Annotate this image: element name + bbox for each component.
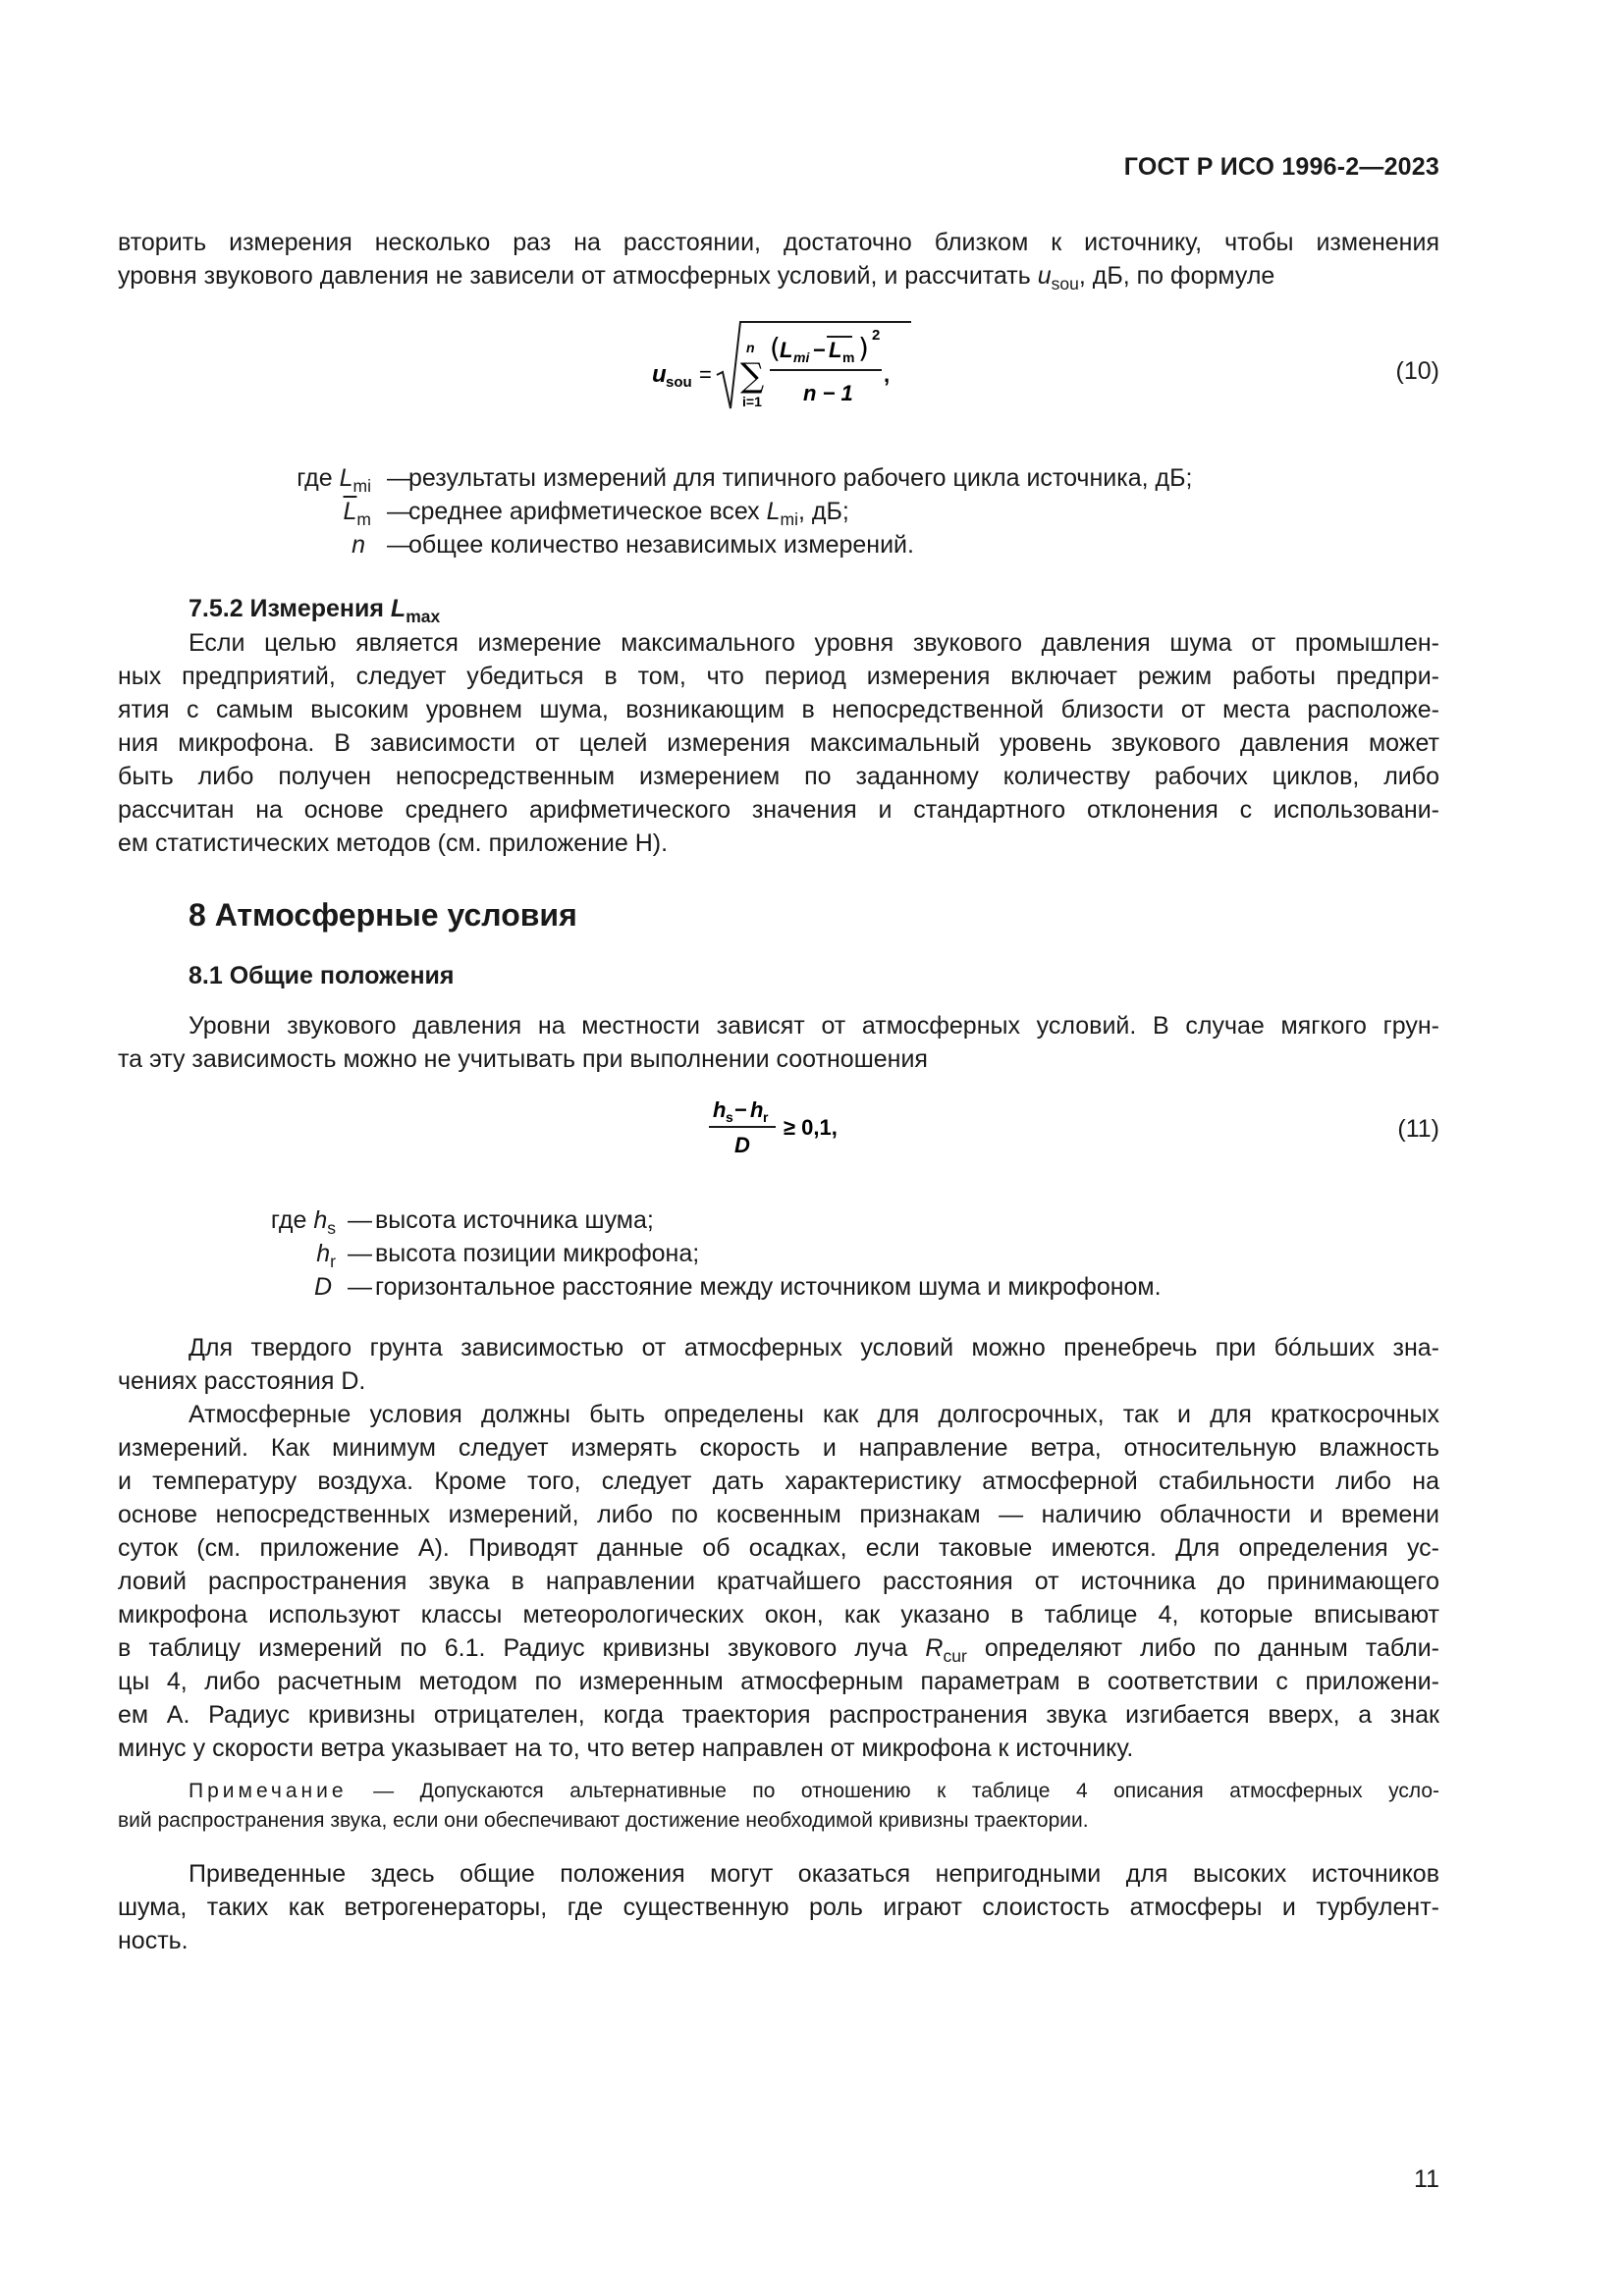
sum-lower-limit: i=1 bbox=[742, 394, 762, 409]
text-line: ловий распространения звука в направлении кратчайшего расстояния от источника до принимающего bbox=[118, 1568, 1439, 1595]
sum-symbol: ∑ bbox=[740, 356, 765, 396]
page-number: 11 bbox=[1414, 2165, 1439, 2193]
formula-lhs: u bbox=[652, 361, 667, 388]
text-line: уровня звукового давления не зависели от атмосферных условий, и рассчитать $u_{sou}$, дБ, по формуле bbox=[118, 262, 1275, 294]
definition-text: общее количество независимых измерений. bbox=[408, 531, 914, 559]
note-line: вий распространения звука, если они обеспечивают достижение необходимой кривизны траектории. bbox=[118, 1809, 1089, 1832]
definition-text: результаты измерений для типичного рабочего цикла источника, дБ; bbox=[408, 464, 1193, 492]
text-line: Атмосферные условия должны быть определены как для долгосрочных, так и для краткосрочных bbox=[189, 1401, 1439, 1428]
denominator: D bbox=[734, 1133, 750, 1157]
text-line: рассчитан на основе среднего арифметического значения и стандартного отклонения с использовани- bbox=[118, 796, 1439, 824]
definition-text: высота позиции микрофона; bbox=[375, 1240, 700, 1267]
paren-close: ) bbox=[858, 332, 869, 364]
formula-comma: , bbox=[884, 362, 891, 387]
numerator-Lbar-sub: m bbox=[842, 349, 855, 365]
definition-text: горизонтальное расстояние между источником шума и микрофоном. bbox=[375, 1273, 1162, 1301]
definition-symbol: D bbox=[313, 1273, 332, 1301]
text-line: ность. bbox=[118, 1927, 189, 1954]
text-line: Для твердого грунта зависимостью от атмосферных условий можно пренебречь при бóльших зна- bbox=[189, 1334, 1439, 1362]
definition-row: D — горизонтальное расстояние между источником шума и микрофоном. bbox=[118, 1270, 1439, 1304]
denominator: n − 1 bbox=[803, 381, 853, 405]
text-line: та эту зависимость можно не учитывать при выполнении соотношения bbox=[118, 1045, 928, 1073]
text-line: Приведенные здесь общие положения могут оказаться непригодными для высоких источников bbox=[189, 1860, 1439, 1888]
definition-symbol: n bbox=[352, 531, 365, 559]
paragraph-intro bbox=[118, 226, 1439, 293]
paragraph-hard-ground bbox=[118, 1331, 1439, 1398]
text-line: основе непосредственных измерений, либо по косвенным признакам — наличию облачности и времени bbox=[118, 1501, 1439, 1528]
numerator-Lbar: L bbox=[829, 338, 842, 362]
equation-number-11: (11) bbox=[1397, 1115, 1439, 1143]
text-line: минус у скорости ветра указывает на то, что ветер направлен от микрофона к источнику. bbox=[118, 1735, 1134, 1762]
definition-symbol: где $h_s$ bbox=[270, 1206, 336, 1238]
equation-number-10: (10) bbox=[1395, 357, 1439, 385]
text-line: ем статистических методов (см. приложение Н). bbox=[118, 829, 669, 857]
text-line: ем А. Радиус кривизны отрицателен, когда траектория распространения звука изгибается вверх, а знак bbox=[118, 1701, 1439, 1729]
formula-10 bbox=[648, 316, 913, 414]
note-label: Примечание bbox=[189, 1780, 348, 1802]
text-line: вторить измерения несколько раз на расстоянии, достаточно близком к источнику, чтобы изменения bbox=[118, 229, 1439, 256]
numerator-minus: − bbox=[734, 1097, 747, 1122]
text-line: цы 4, либо расчетным методом по измеренным атмосферным параметрам в соответствии с приложени- bbox=[118, 1668, 1439, 1695]
text-line: ния микрофона. В зависимости от целей измерения максимальный уровень звукового давления может bbox=[118, 729, 1439, 757]
text-line: шума, таких как ветрогенераторы, где существенную роль играют слоистость атмосферы и турбулент- bbox=[118, 1894, 1439, 1921]
paren-open: ( bbox=[770, 332, 781, 364]
text-line: чениях расстояния D. bbox=[118, 1367, 366, 1395]
numerator-h-receiver-sub: r bbox=[763, 1109, 769, 1125]
definitions-list-2 bbox=[118, 1203, 1439, 1304]
formula-11 bbox=[705, 1092, 862, 1160]
paragraph-levels bbox=[118, 1009, 1439, 1076]
numerator-h-source: h bbox=[713, 1097, 727, 1122]
document-header: ГОСТ Р ИСО 1996-2—2023 bbox=[1123, 153, 1439, 181]
definition-row: где $L_{mi}$ — результаты измерений для типичного рабочего цикла источника, дБ; bbox=[118, 461, 1439, 495]
text-line: и температуру воздуха. Кроме того, следует дать характеристику атмосферной стабильности либо на bbox=[118, 1468, 1439, 1495]
definition-symbol: $h_r$ bbox=[316, 1240, 336, 1271]
definition-row: где $h_s$ — высота источника шума; bbox=[118, 1203, 1439, 1237]
numerator-h-receiver: h bbox=[750, 1097, 764, 1122]
text-line: ных предприятий, следует убедиться в том, что период измерения включает режим работы предпри- bbox=[118, 663, 1439, 690]
definitions-list-1 bbox=[118, 461, 1439, 561]
text-line: суток (см. приложение А). Приводят данные об осадках, если таковые имеются. Для определения ус- bbox=[118, 1534, 1439, 1562]
text-line: ятия с самым высоким уровнем шума, возникающим в непосредственной близости от места расположе- bbox=[118, 696, 1439, 723]
definition-text: среднее арифметическое всех $L_{mi}$, дБ; bbox=[408, 498, 849, 529]
subsection-heading-8-1: 8.1 Общие положения bbox=[189, 962, 455, 989]
text-line: Уровни звукового давления на местности зависят от атмосферных условий. В случае мягкого грун- bbox=[189, 1012, 1439, 1040]
note bbox=[118, 1777, 1439, 1836]
numerator-L-sub: mi bbox=[793, 349, 810, 365]
paragraph-high-sources bbox=[118, 1857, 1439, 1957]
text-line: микрофона используют классы метеорологических окон, как указано в таблице 4, которые вписывают bbox=[118, 1601, 1439, 1629]
definition-row: $h_r$ — высота позиции микрофона; bbox=[118, 1237, 1439, 1270]
formula-equals: = bbox=[699, 362, 712, 387]
exponent: 2 bbox=[872, 327, 881, 344]
definition-text: высота источника шума; bbox=[375, 1206, 654, 1234]
subsection-heading-7-5-2: 7.5.2 Измерения $L_{max}$ bbox=[189, 595, 441, 626]
numerator-minus: − bbox=[813, 338, 826, 362]
definition-symbol: $\overline{L}_m$ bbox=[343, 498, 371, 529]
text-line: измерений. Как минимум следует измерять скорость и направление ветра, относительную влажность bbox=[118, 1434, 1439, 1462]
formula-relation: ≥ 0,1, bbox=[784, 1115, 838, 1140]
definition-row: $\overline{L}_m$ — среднее арифметическое всех $L_{mi}$, дБ; bbox=[118, 495, 1439, 528]
sum-upper-limit: n bbox=[746, 340, 755, 355]
text-line: быть либо получен непосредственным измерением по заданному количеству рабочих циклов, либо bbox=[118, 763, 1439, 790]
text-line: Если целью является измерение максимального уровня звукового давления шума от промышлен- bbox=[189, 629, 1439, 657]
text-line: в таблицу измерений по 6.1. Радиус кривизны звукового луча $R_{cur}$ определяют либо по данным табли- bbox=[118, 1634, 1439, 1666]
paragraph-atmospheric bbox=[118, 1398, 1439, 1765]
numerator-L: L bbox=[780, 338, 793, 362]
section-heading-8: 8 Атмосферные условия bbox=[189, 897, 577, 933]
definition-symbol: где $L_{mi}$ bbox=[297, 464, 371, 496]
note-line: Примечание — Допускаются альтернативные по отношению к таблице 4 описания атмосферных усло- bbox=[189, 1780, 1439, 1802]
paragraph-lmax bbox=[118, 626, 1439, 860]
numerator-h-source-sub: s bbox=[726, 1109, 733, 1125]
definition-row: n — общее количество независимых измерений. bbox=[118, 528, 1439, 561]
formula-lhs-sub: sou bbox=[666, 374, 692, 391]
